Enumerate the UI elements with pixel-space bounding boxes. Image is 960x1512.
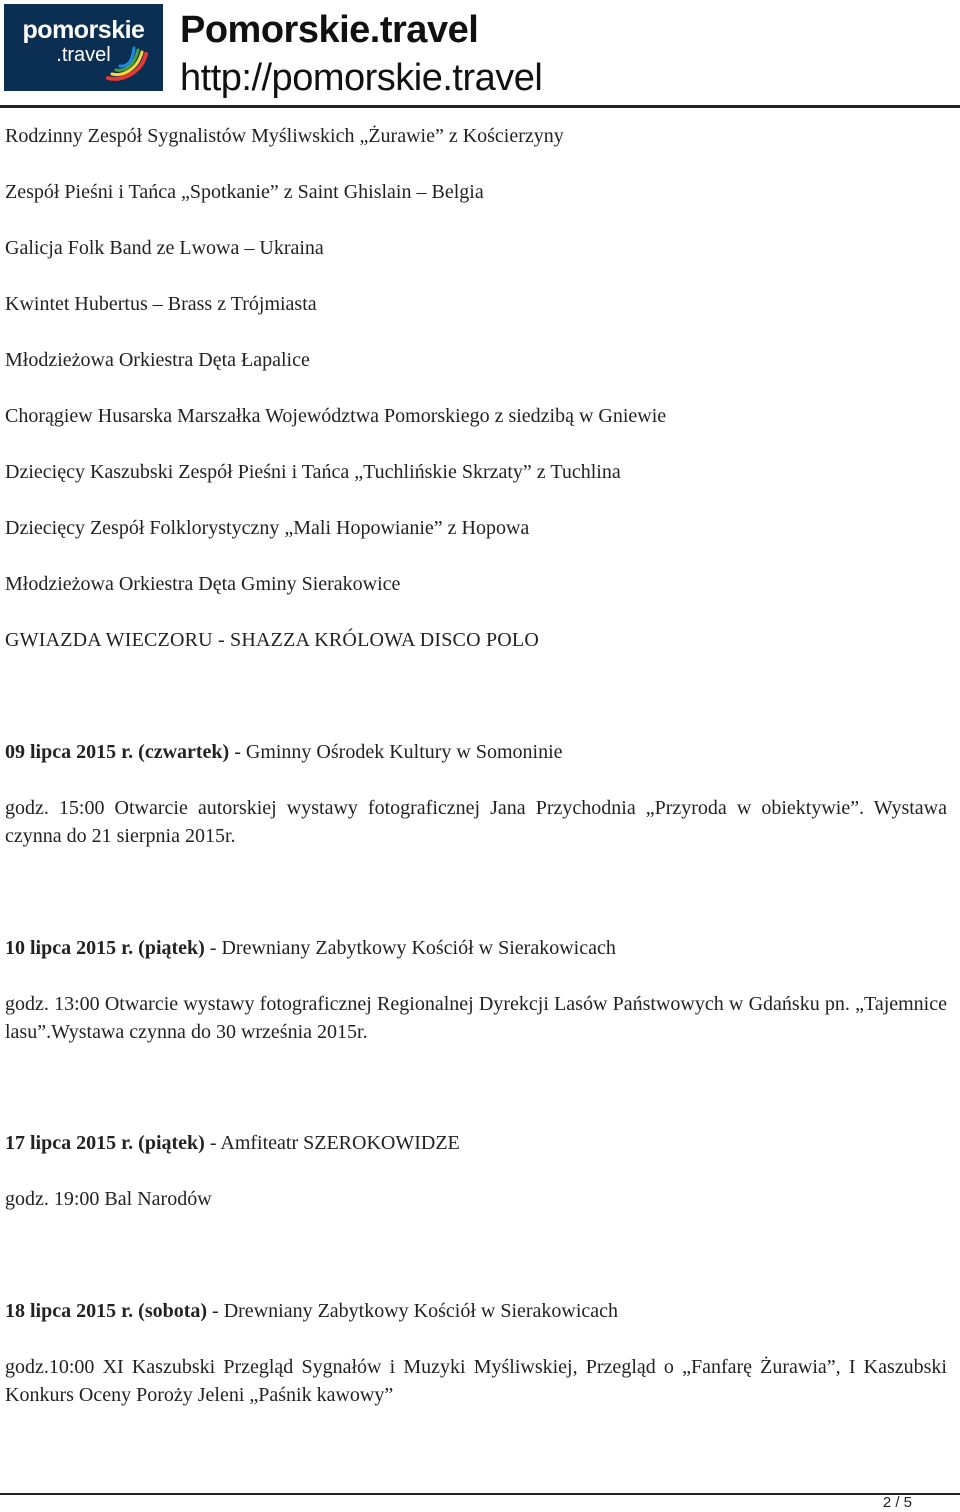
event-heading-1 <box>5 738 950 766</box>
event-description: godz. 13:00 Otwarcie wystawy fotograficznej Regionalnej Dyrekcji Lasów Państwowych w Gdańsku pn. „Tajemnice lasu”.Wystawa czynna do 30 września 2015r. <box>5 993 947 1043</box>
performer-item: Chorągiew Husarska Marszałka Województwa Pomorskiego z siedzibą w Gniewie <box>5 405 667 427</box>
event-date: 09 lipca 2015 r. (czwartek) <box>5 741 230 763</box>
performer-item: Młodzieżowa Orkiestra Dęta Łapalice <box>5 349 310 371</box>
performer-item: Kwintet Hubertus – Brass z Trójmiasta <box>5 293 317 315</box>
event-venue: - Drewniany Zabytkowy Kościół w Sierakowicach <box>204 937 616 959</box>
performer-item: Dziecięcy Zespół Folklorystyczny „Mali Hopowianie” z Hopowa <box>5 517 530 539</box>
logo-text-primary: pomorskie <box>22 16 145 44</box>
event-heading-2 <box>5 934 950 962</box>
event-venue: - Gminny Ośrodek Kultury w Somoninie <box>229 741 563 763</box>
event-venue: - Amfiteatr SZEROKOWIDZE <box>204 1132 460 1154</box>
event-description: godz.10:00 XI Kaszubski Przegląd Sygnałów i Muzyki Myśliwskiej, Przegląd o „Fanfarę Żurawia”, I Kaszubski Konkurs Oceny Poroży Jeleni „Paśnik kawowy” <box>5 1356 947 1406</box>
performer-item: Młodzieżowa Orkiestra Dęta Gminy Sierakowice <box>5 573 401 595</box>
event-description: godz. 19:00 Bal Narodów <box>5 1188 212 1210</box>
header-divider <box>0 105 960 108</box>
logo-swoosh-icon <box>102 44 152 84</box>
headliner-item: GWIAZDA WIECZORU - SHAZZA KRÓLOWA DISCO POLO <box>5 629 539 651</box>
event-date: 17 lipca 2015 r. (piątek) <box>5 1132 205 1154</box>
event-description: godz. 15:00 Otwarcie autorskiej wystawy fotograficznej Jana Przychodnia „Przyroda w obiektywie”. Wystawa czynna do 21 sierpnia 2015r. <box>5 797 947 847</box>
performer-item: Dziecięcy Kaszubski Zespół Pieśni i Tańca „Tuchlińskie Skrzaty” z Tuchlina <box>5 461 621 483</box>
event-venue: - Drewniany Zabytkowy Kościół w Sierakowicach <box>207 1300 619 1322</box>
event-date: 18 lipca 2015 r. (sobota) <box>5 1300 208 1322</box>
performer-item: Galicja Folk Band ze Lwowa – Ukraina <box>5 237 324 259</box>
event-date: 10 lipca 2015 r. (piątek) <box>5 937 205 959</box>
site-logo[interactable] <box>4 4 163 91</box>
performer-item: Zespół Pieśni i Tańca „Spotkanie” z Saint Ghislain – Belgia <box>5 181 484 203</box>
footer-divider <box>0 1493 960 1495</box>
event-heading-4 <box>5 1297 950 1325</box>
logo-text-secondary: .travel <box>56 44 111 66</box>
site-url-link[interactable]: http://pomorskie.travel <box>180 57 543 99</box>
site-title: Pomorskie.travel <box>180 9 479 51</box>
event-heading-3 <box>5 1129 950 1157</box>
performer-item: Rodzinny Zespół Sygnalistów Myśliwskich „Żurawie” z Kościerzyny <box>5 125 564 147</box>
page-number: 2 / 5 <box>882 1494 912 1511</box>
